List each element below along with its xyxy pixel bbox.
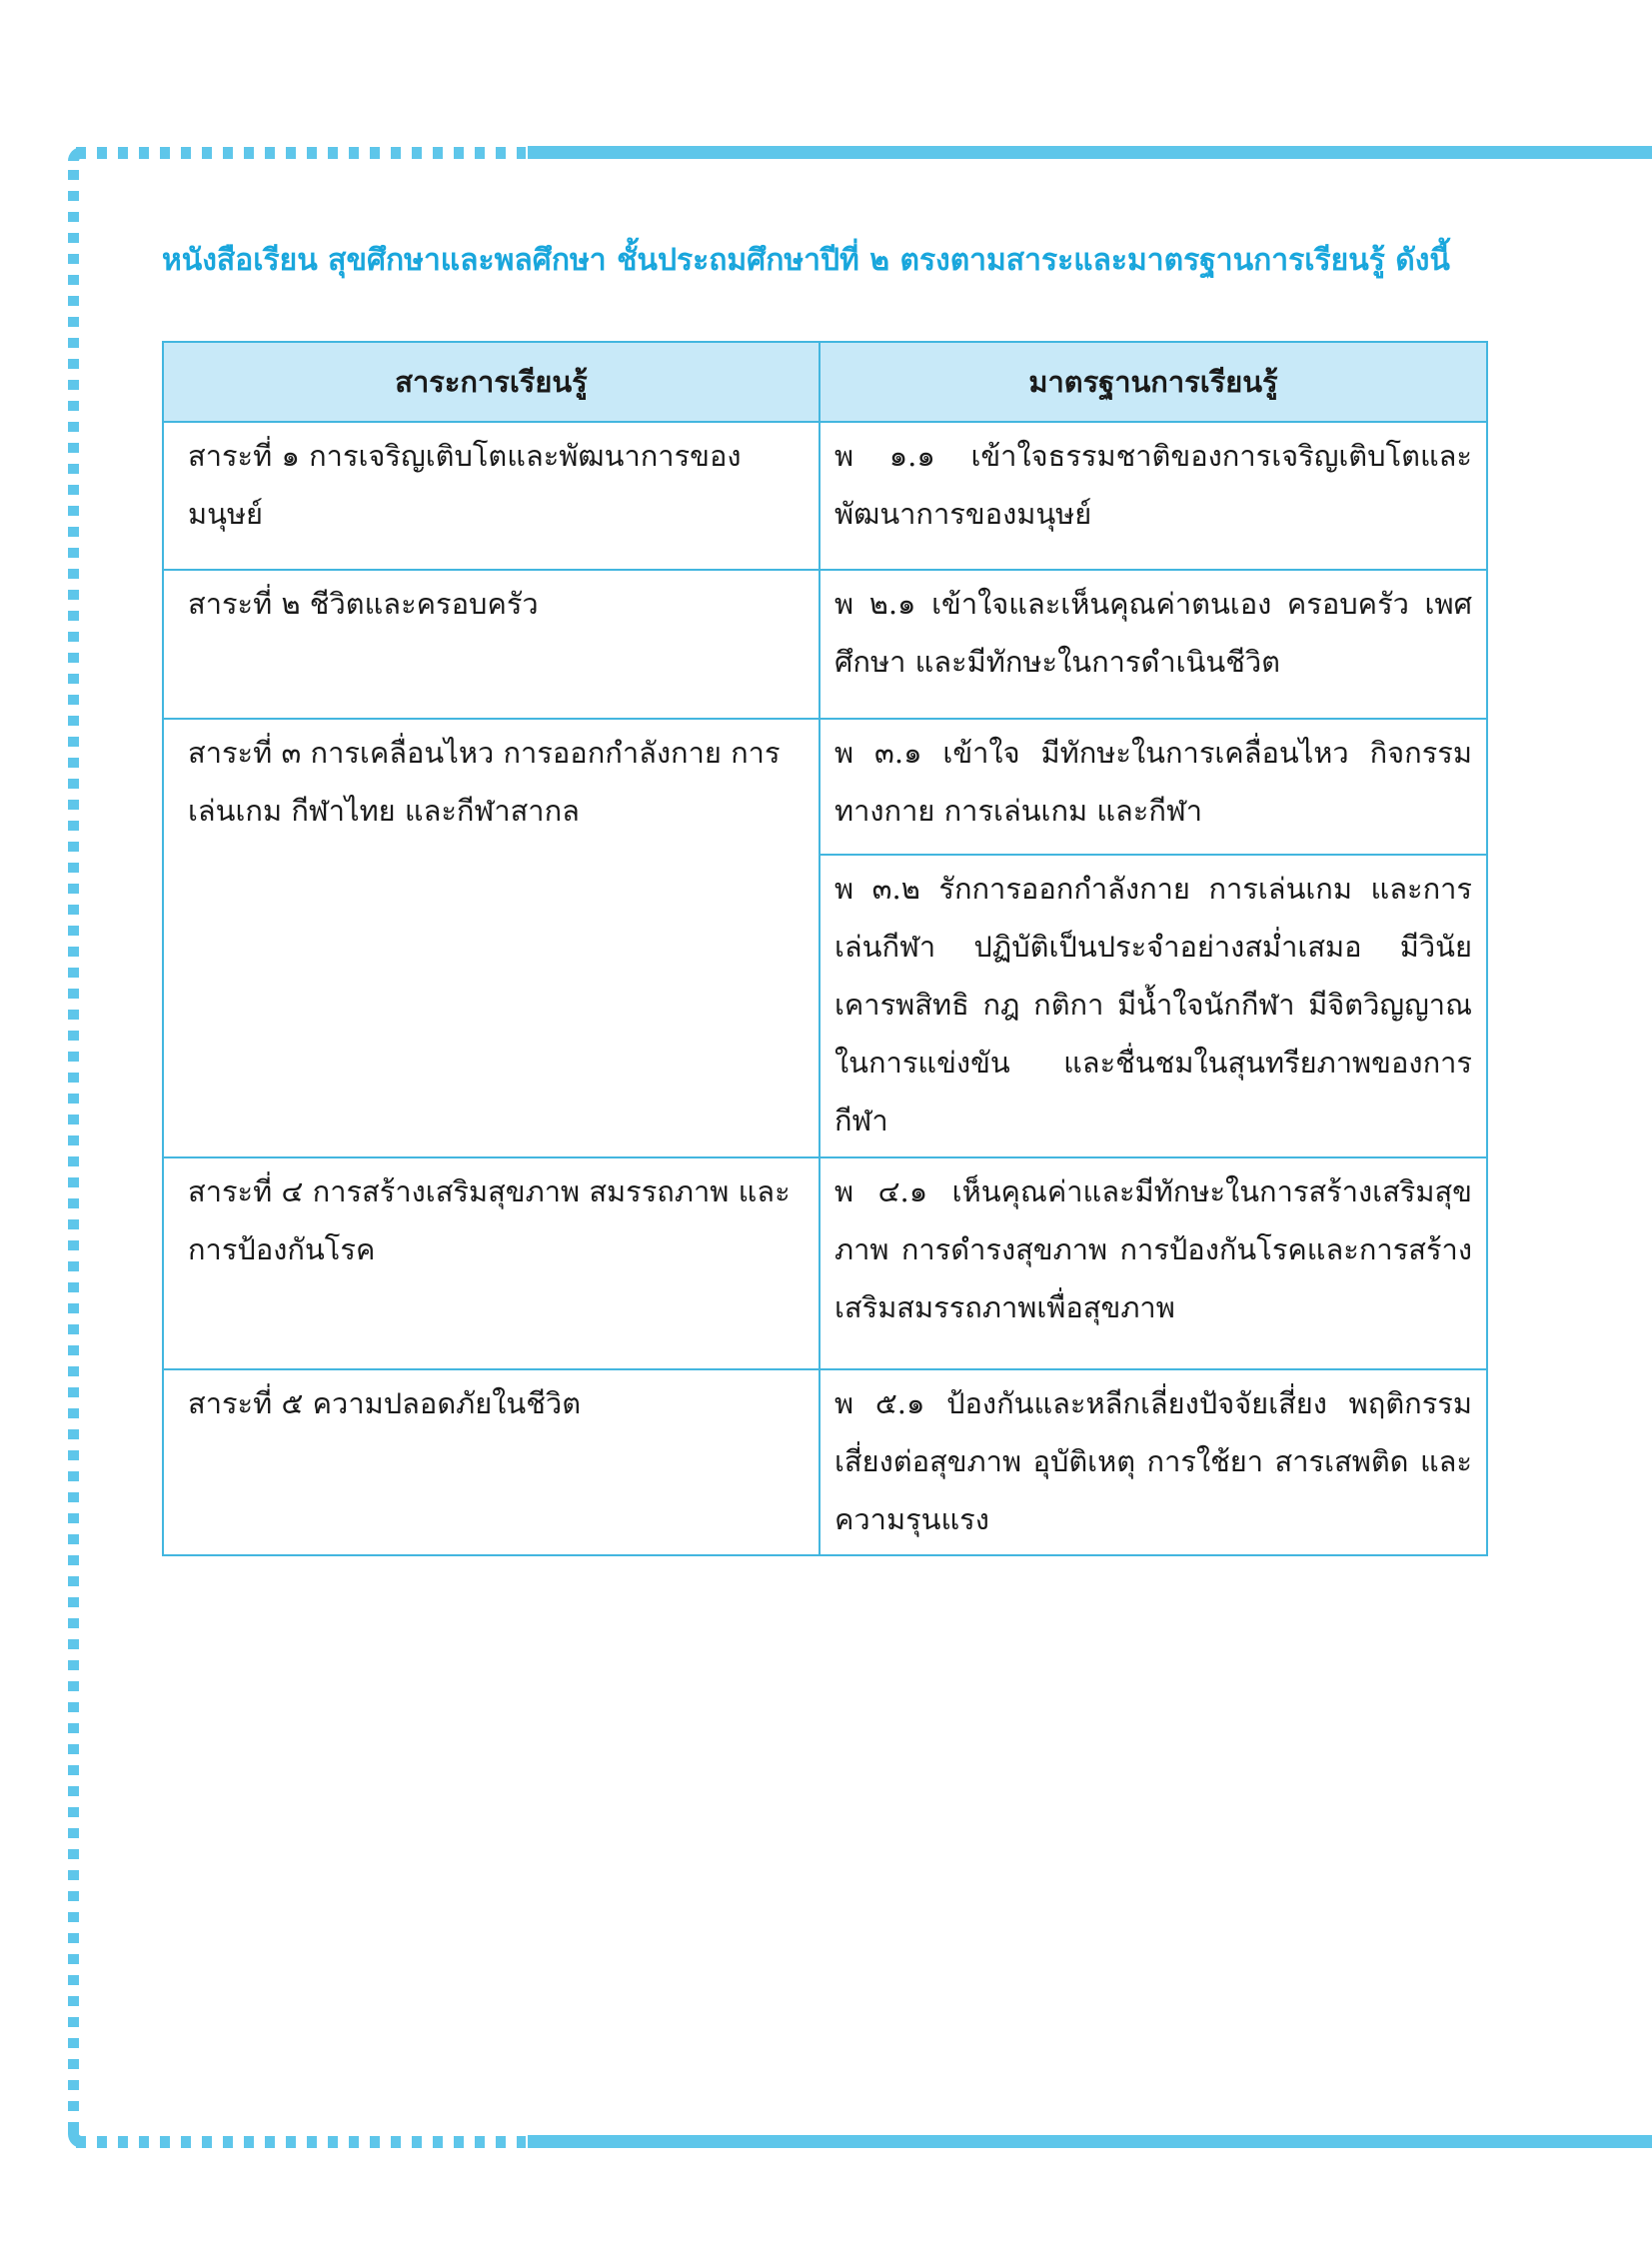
intro-heading: หนังสือเรียน สุขศึกษาและพลศึกษา ชั้นประถมศึกษาปีที่ ๒ ตรงตามสาระและมาตรฐานการเรียนรู้ ดังนี้ [162, 243, 1450, 278]
table-row [163, 1369, 1487, 1555]
table-row [163, 719, 1487, 855]
standard-cell: พ ๒.๑ เข้าใจและเห็นคุณค่าตนเอง ครอบครัว เพศศึกษา และมีทักษะในการดำเนินชีวิต [820, 570, 1487, 719]
frame-top-solid-border [528, 146, 1652, 159]
table-header-row [163, 342, 1487, 422]
header-strand: สาระการเรียนรู้ [163, 342, 820, 422]
frame-bottom-dotted-border [76, 2136, 526, 2148]
frame-left-dotted-border [68, 170, 79, 2129]
learning-standards-table [162, 341, 1488, 1556]
frame-top-dotted-border [76, 147, 526, 159]
standard-cell: พ ๑.๑ เข้าใจธรรมชาติของการเจริญเติบโตและพัฒนาการของมนุษย์ [820, 422, 1487, 570]
strand-cell: สาระที่ ๒ ชีวิตและครอบครัว [163, 570, 820, 719]
standard-cell: พ ๔.๑ เห็นคุณค่าและมีทักษะในการสร้างเสริมสุขภาพ การดำรงสุขภาพ การป้องกันโรคและการสร้างเสริมสมรรถภาพเพื่อสุขภาพ [820, 1157, 1487, 1369]
header-standard: มาตรฐานการเรียนรู้ [820, 342, 1487, 422]
standard-cell: พ ๓.๒ รักการออกกำลังกาย การเล่นเกม และการเล่นกีฬา ปฏิบัติเป็นประจำอย่างสม่ำเสมอ มีวินัย เคารพสิทธิ กฎ กติกา มีน้ำใจนักกีฬา มีจิตวิญญาณในการแข่งขัน และชื่นชมในสุนทรียภาพของการกีฬา [820, 855, 1487, 1157]
standard-cell: พ ๕.๑ ป้องกันและหลีกเลี่ยงปัจจัยเสี่ยง พฤติกรรมเสี่ยงต่อสุขภาพ อุบัติเหตุ การใช้ยา สารเสพติด และความรุนแรง [820, 1369, 1487, 1555]
frame-bottom-solid-border [528, 2135, 1652, 2148]
standard-cell: พ ๓.๑ เข้าใจ มีทักษะในการเคลื่อนไหว กิจกรรมทางกาย การเล่นเกม และกีฬา [820, 719, 1487, 855]
strand-cell: สาระที่ ๕ ความปลอดภัยในชีวิต [163, 1369, 820, 1555]
strand-cell: สาระที่ ๑ การเจริญเติบโตและพัฒนาการของมนุษย์ [163, 422, 820, 570]
strand-cell: สาระที่ ๓ การเคลื่อนไหว การออกกำลังกาย การเล่นเกม กีฬาไทย และกีฬาสากล [163, 719, 820, 1157]
strand-cell: สาระที่ ๔ การสร้างเสริมสุขภาพ สมรรถภาพ และการป้องกันโรค [163, 1157, 820, 1369]
table-row [163, 1157, 1487, 1369]
table-row [163, 422, 1487, 570]
table-row [163, 570, 1487, 719]
